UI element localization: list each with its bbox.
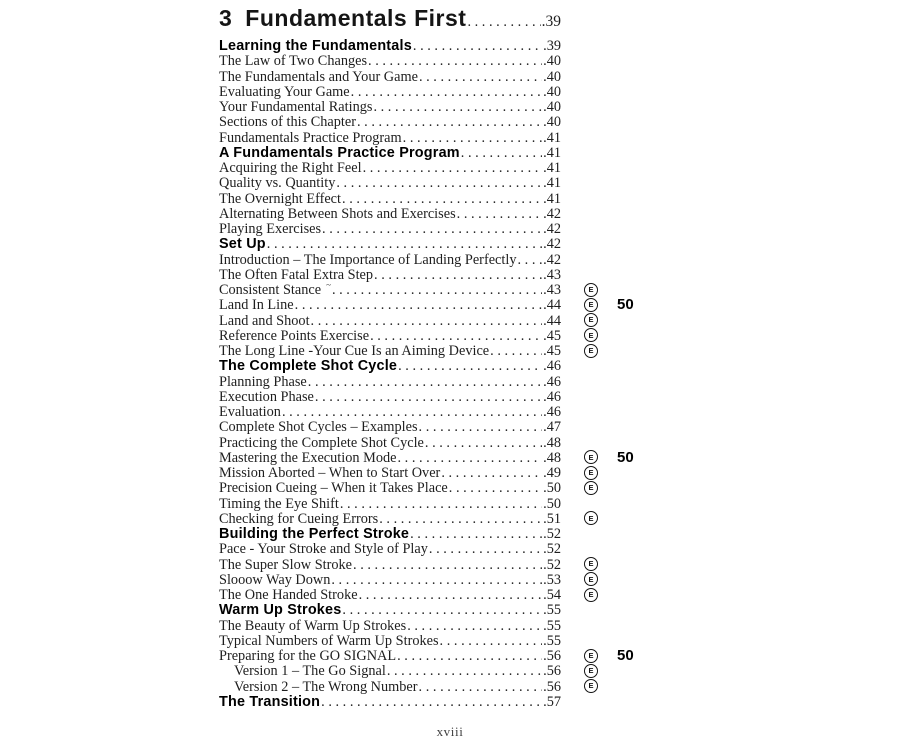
toc-entry-label: Fundamentals Practice Program bbox=[219, 129, 402, 146]
toc-entry-page-number: . 54 bbox=[543, 587, 561, 604]
toc-row bbox=[219, 114, 679, 129]
toc-entry-label: Warm Up Strokes bbox=[219, 602, 342, 619]
toc-row bbox=[219, 618, 679, 633]
toc-entry-page-number: . 56 bbox=[543, 679, 561, 696]
icon-column bbox=[574, 588, 608, 602]
toc-row bbox=[219, 191, 679, 206]
icon-column bbox=[574, 313, 608, 327]
toc-entry-label: Mastering the Execution Mode bbox=[219, 449, 397, 466]
toc-entry-label: Precision Cueing – When it Takes Place bbox=[219, 480, 448, 497]
circled-e-exercise-icon: E bbox=[584, 481, 598, 495]
toc-entry-page-number: . 47 bbox=[543, 419, 561, 436]
toc-row bbox=[219, 633, 679, 648]
toc-entry-page-number: . 41 bbox=[543, 130, 561, 147]
circled-e-exercise-icon: E bbox=[584, 679, 598, 693]
toc-entry-label: The Transition bbox=[219, 693, 321, 710]
icon-column bbox=[574, 572, 608, 586]
toc-row bbox=[219, 267, 679, 282]
toc-entry-label: The Long Line -Your Cue Is an Aiming Device bbox=[219, 343, 490, 359]
dot-leader bbox=[467, 14, 540, 31]
toc-entry-page-number: . 44 bbox=[543, 297, 561, 314]
icon-column bbox=[574, 298, 608, 312]
toc-row bbox=[219, 236, 679, 251]
toc-entry-label: The One Handed Stroke bbox=[219, 587, 358, 603]
toc-row bbox=[219, 358, 679, 373]
toc-entry-page-number: . 42 bbox=[543, 206, 561, 223]
toc-row bbox=[219, 465, 679, 480]
toc-entry-page-number: . 40 bbox=[543, 84, 561, 101]
table-of-contents bbox=[219, 5, 679, 709]
toc-entry-page-number: . 44 bbox=[543, 313, 561, 330]
toc-entry-label: Evaluating Your Game bbox=[219, 83, 350, 100]
toc-entry-label: Set Up bbox=[219, 236, 266, 253]
toc-entry-label: Slooow Way Down bbox=[219, 571, 331, 588]
circled-e-exercise-icon: E bbox=[584, 649, 598, 663]
toc-entry-page-number: . 40 bbox=[543, 99, 561, 116]
icon-column bbox=[574, 450, 608, 464]
circled-e-exercise-icon: E bbox=[584, 466, 598, 480]
toc-row bbox=[219, 69, 679, 84]
toc-entry-label: Learning the Fundamentals bbox=[219, 38, 412, 54]
toc-row bbox=[219, 511, 679, 526]
toc-entry-page-number: . 41 bbox=[543, 191, 561, 208]
chapter-page-number: . 39 bbox=[542, 13, 561, 31]
circled-e-exercise-icon: E bbox=[584, 283, 598, 297]
toc-entry-page-number: . 48 bbox=[543, 450, 561, 467]
toc-entry-label: Version 1 – The Go Signal bbox=[234, 663, 386, 680]
circled-e-exercise-icon: E bbox=[584, 511, 598, 525]
toc-row bbox=[219, 145, 679, 160]
toc-row bbox=[219, 648, 679, 663]
scan-artifact-mark: ~ bbox=[326, 280, 331, 290]
toc-row bbox=[219, 252, 679, 267]
circled-e-exercise-icon: E bbox=[584, 313, 598, 327]
toc-row bbox=[219, 313, 679, 328]
icon-column bbox=[574, 344, 608, 358]
icon-column bbox=[574, 466, 608, 480]
toc-row-line bbox=[219, 694, 561, 711]
icon-column bbox=[574, 328, 608, 342]
folio-page-number: xviii bbox=[436, 724, 464, 739]
icon-column bbox=[574, 481, 608, 495]
toc-list bbox=[219, 38, 679, 709]
toc-row bbox=[219, 175, 679, 190]
icon-column bbox=[574, 664, 608, 678]
toc-entry-label: Your Fundamental Ratings bbox=[219, 99, 373, 115]
toc-entry-page-number: . 40 bbox=[543, 53, 561, 70]
toc-entry-label: Timing the Eye Shift bbox=[219, 495, 339, 512]
circled-e-exercise-icon: E bbox=[584, 664, 598, 678]
toc-entry-page-number: . 52 bbox=[543, 526, 561, 543]
toc-row bbox=[219, 602, 679, 617]
toc-entry-page-number: . 42 bbox=[543, 221, 561, 238]
toc-entry-page-number: . 51 bbox=[543, 511, 561, 528]
toc-entry-page-number: . 43 bbox=[543, 282, 561, 299]
icon-column bbox=[574, 679, 608, 693]
toc-row bbox=[219, 53, 679, 68]
toc-entry-label: Checking for Cueing Errors bbox=[219, 510, 379, 527]
toc-entry-page-number: . 46 bbox=[543, 404, 561, 421]
toc-entry-label: Preparing for the GO SIGNAL bbox=[219, 648, 397, 664]
toc-entry-page-number: . 45 bbox=[543, 343, 561, 360]
toc-entry-label: Introduction – The Importance of Landing Perfectly bbox=[219, 251, 517, 268]
toc-row bbox=[219, 389, 679, 404]
toc-entry-page-number: . 55 bbox=[543, 633, 561, 650]
toc-row bbox=[219, 221, 679, 236]
toc-entry-label: Consistent Stance bbox=[219, 282, 322, 298]
toc-row bbox=[219, 404, 679, 419]
toc-entry-page-number: . 43 bbox=[543, 267, 561, 284]
toc-entry-label: Complete Shot Cycles – Examples bbox=[219, 419, 418, 436]
toc-entry-label: Acquiring the Right Feel bbox=[219, 160, 362, 176]
toc-entry-page-number: . 49 bbox=[543, 465, 561, 482]
toc-entry-page-number: . 46 bbox=[543, 374, 561, 391]
chapter-heading-row bbox=[219, 5, 679, 38]
toc-entry-label: Planning Phase bbox=[219, 373, 307, 390]
toc-entry-page-number: . 55 bbox=[543, 602, 561, 619]
toc-entry-label: Pace - Your Stroke and Style of Play bbox=[219, 541, 428, 558]
circled-e-exercise-icon: E bbox=[584, 572, 598, 586]
toc-entry-label: The Law of Two Changes bbox=[219, 53, 368, 70]
toc-entry-label: The Overnight Effect bbox=[219, 190, 342, 207]
toc-row bbox=[219, 282, 679, 297]
toc-entry-page-number: . 48 bbox=[543, 435, 561, 452]
toc-entry-page-number: . 39 bbox=[543, 38, 561, 55]
icon-column bbox=[574, 649, 608, 663]
toc-entry-label: Land In Line bbox=[219, 297, 294, 314]
toc-row bbox=[219, 206, 679, 221]
toc-entry-label: Reference Points Exercise bbox=[219, 327, 370, 344]
toc-entry-page-number: . 56 bbox=[543, 648, 561, 665]
toc-entry-label: Mission Aborted – When to Start Over bbox=[219, 465, 441, 481]
toc-entry-label: A Fundamentals Practice Program bbox=[219, 144, 460, 161]
toc-row bbox=[219, 343, 679, 358]
toc-entry-page-number: . 50 bbox=[543, 496, 561, 513]
toc-entry-label: Building the Perfect Stroke bbox=[219, 526, 410, 542]
toc-row bbox=[219, 663, 679, 678]
toc-entry-label: Quality vs. Quantity bbox=[219, 175, 336, 192]
toc-entry-page-number: . 56 bbox=[543, 663, 561, 680]
toc-row bbox=[219, 450, 679, 465]
toc-entry-label: Practicing the Complete Shot Cycle bbox=[219, 434, 424, 451]
toc-entry-page-number: . 46 bbox=[543, 358, 561, 375]
toc-row bbox=[219, 99, 679, 114]
toc-entry-page-number: . 42 bbox=[543, 236, 561, 253]
toc-entry-page-number: . 52 bbox=[543, 557, 561, 574]
toc-row bbox=[219, 679, 679, 694]
toc-row bbox=[219, 84, 679, 99]
toc-entry-page-number: . 50 bbox=[543, 480, 561, 497]
toc-entry-label: Evaluation bbox=[219, 404, 281, 420]
toc-entry-page-number: . 41 bbox=[543, 175, 561, 192]
toc-entry-label: The Often Fatal Extra Step bbox=[219, 266, 374, 283]
drill-number: 50 bbox=[617, 448, 634, 466]
toc-entry-page-number: . 42 bbox=[543, 252, 561, 269]
toc-row bbox=[219, 587, 679, 602]
toc-entry-label: Sections of this Chapter bbox=[219, 114, 356, 131]
toc-row bbox=[219, 557, 679, 572]
chapter-number: 3 bbox=[219, 5, 233, 31]
toc-row bbox=[219, 38, 679, 53]
toc-entry-label: Playing Exercises bbox=[219, 221, 322, 237]
chapter-heading-line bbox=[219, 5, 561, 32]
toc-row bbox=[219, 541, 679, 556]
toc-entry-label: Typical Numbers of Warm Up Strokes bbox=[219, 632, 439, 649]
drill-number: 50 bbox=[617, 647, 634, 665]
toc-entry-page-number: . 53 bbox=[543, 572, 561, 589]
toc-entry-page-number: . 41 bbox=[543, 145, 561, 162]
toc-entry-label: The Super Slow Stroke bbox=[219, 556, 353, 573]
toc-row bbox=[219, 435, 679, 450]
circled-e-exercise-icon: E bbox=[584, 344, 598, 358]
toc-row bbox=[219, 419, 679, 434]
toc-entry-label: The Fundamentals and Your Game bbox=[219, 68, 418, 85]
toc-row bbox=[219, 130, 679, 145]
toc-entry-page-number: . 57 bbox=[543, 694, 561, 711]
chapter-title: Fundamentals First bbox=[245, 5, 467, 31]
icon-column bbox=[574, 511, 608, 525]
toc-entry-page-number: . 55 bbox=[543, 618, 561, 635]
toc-row bbox=[219, 480, 679, 495]
toc-entry-label: Version 2 – The Wrong Number bbox=[234, 678, 418, 695]
toc-entry-label: The Complete Shot Cycle bbox=[219, 358, 398, 375]
icon-column bbox=[574, 557, 608, 571]
toc-row bbox=[219, 297, 679, 312]
toc-entry-label: Execution Phase bbox=[219, 388, 314, 405]
toc-entry-label: Land and Shoot bbox=[219, 312, 310, 329]
circled-e-exercise-icon: E bbox=[584, 588, 598, 602]
toc-row bbox=[219, 374, 679, 389]
toc-row bbox=[219, 526, 679, 541]
drill-number: 50 bbox=[617, 296, 634, 314]
toc-row bbox=[219, 496, 679, 511]
toc-entry-page-number: . 46 bbox=[543, 389, 561, 406]
toc-row bbox=[219, 160, 679, 175]
toc-row bbox=[219, 694, 679, 709]
dot-leader bbox=[321, 694, 542, 711]
toc-entry-label: Alternating Between Shots and Exercises bbox=[219, 205, 456, 222]
toc-entry-page-number: . 41 bbox=[543, 160, 561, 177]
icon-column bbox=[574, 283, 608, 297]
toc-entry-page-number: . 40 bbox=[543, 114, 561, 131]
circled-e-exercise-icon: E bbox=[584, 450, 598, 464]
circled-e-exercise-icon: E bbox=[584, 298, 598, 312]
toc-entry-page-number: . 52 bbox=[543, 541, 561, 558]
toc-entry-page-number: . 45 bbox=[543, 328, 561, 345]
circled-e-exercise-icon: E bbox=[584, 557, 598, 571]
circled-e-exercise-icon: E bbox=[584, 328, 598, 342]
toc-entry-page-number: . 40 bbox=[543, 69, 561, 86]
toc-row bbox=[219, 572, 679, 587]
toc-entry-label: The Beauty of Warm Up Strokes bbox=[219, 617, 407, 634]
toc-row bbox=[219, 328, 679, 343]
